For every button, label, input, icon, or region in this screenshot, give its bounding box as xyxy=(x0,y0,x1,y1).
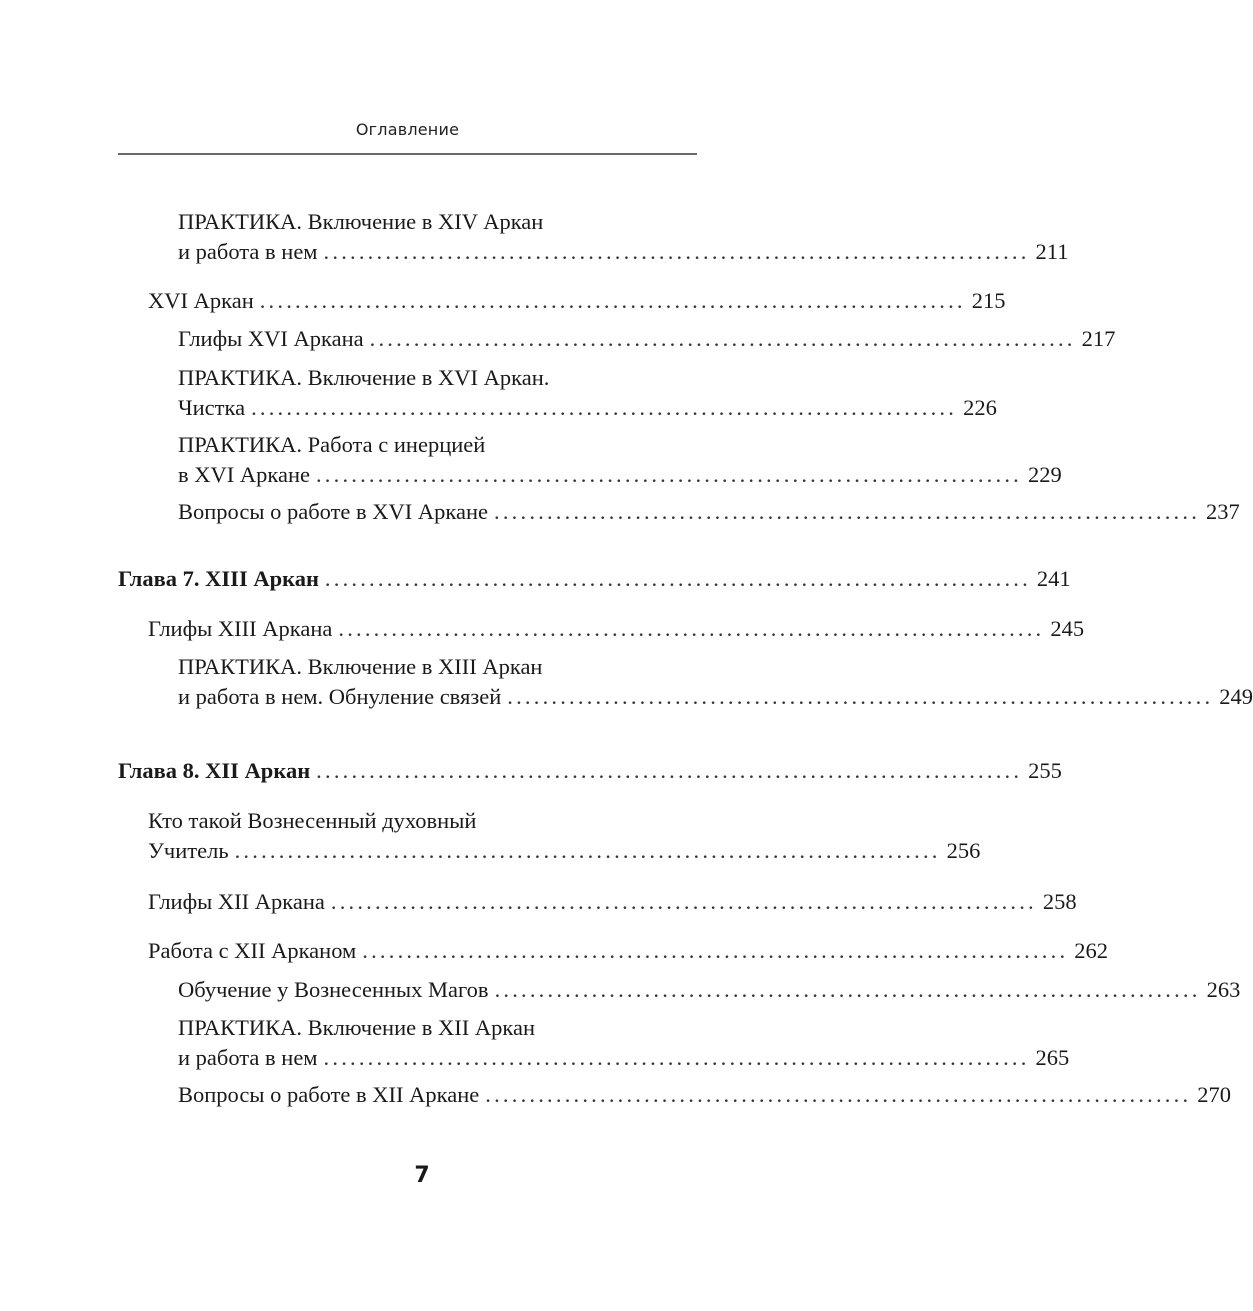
dot-leader: ................................................................................ xyxy=(507,684,1214,709)
dot-leader: ................................................................................ xyxy=(330,889,1037,914)
toc-entry xyxy=(178,975,1241,1005)
toc-chapter-title: Глава 7. XIII Аркан xyxy=(118,566,319,591)
toc-page-number: 226 xyxy=(963,395,997,420)
toc-page-number: 215 xyxy=(971,288,1006,313)
toc-page-number: 249 xyxy=(1219,684,1253,709)
dot-leader: ................................................................................ xyxy=(369,326,1076,351)
toc-entry xyxy=(178,497,1240,527)
dot-leader: ................................................................................ xyxy=(259,288,966,313)
toc-page-number: 256 xyxy=(946,838,981,863)
toc-entry-title-line: Вопросы о работе в XII Аркане xyxy=(178,1082,480,1107)
toc-page-number: 211 xyxy=(1035,239,1069,264)
toc-entry-title-line: Вопросы о работе в XVI Аркане xyxy=(178,499,489,524)
toc-entry-title-line: Учитель xyxy=(148,838,229,863)
toc-entry xyxy=(178,652,1253,712)
dot-leader: ................................................................................ xyxy=(338,616,1045,641)
toc-chapter-entry xyxy=(118,756,1062,786)
toc-page-number: 241 xyxy=(1036,566,1071,591)
toc-page-number: 265 xyxy=(1035,1045,1070,1070)
toc-entry-title-line: и работа в нем xyxy=(178,239,318,264)
toc-entry xyxy=(148,806,981,866)
toc-page-number: 217 xyxy=(1081,326,1116,351)
toc-entry-title-line: ПРАКТИКА. Включение в XIII Аркан xyxy=(178,654,543,679)
toc-page-number: 229 xyxy=(1027,462,1062,487)
toc-entry xyxy=(148,286,1006,316)
toc-entry xyxy=(178,363,997,423)
toc-entry xyxy=(178,207,1069,267)
toc-entry-title-line: Работа с XII Арканом xyxy=(148,938,357,963)
toc-entry-title-line: Кто такой Вознесенный духовный xyxy=(148,808,477,833)
dot-leader: ................................................................................ xyxy=(485,1082,1192,1107)
dot-leader: ................................................................................ xyxy=(362,938,1069,963)
toc-entry-title-line: Обучение у Вознесенных Магов xyxy=(178,977,489,1002)
dot-leader: ................................................................................ xyxy=(323,1045,1030,1070)
toc-entry xyxy=(178,430,1062,490)
toc-page-number: 258 xyxy=(1042,889,1077,914)
toc-page-number: 237 xyxy=(1206,499,1240,524)
toc-chapter-title: Глава 8. XII Аркан xyxy=(118,758,311,783)
toc-page-number: 245 xyxy=(1050,616,1085,641)
toc-entry-title-line: и работа в нем xyxy=(178,1045,318,1070)
toc-entry xyxy=(148,614,1085,644)
toc-entry-title-line: Глифы XVI Аркана xyxy=(178,326,364,351)
toc-entry-title-line: ПРАКТИКА. Работа с инерцией xyxy=(178,432,486,457)
dot-leader: ................................................................................ xyxy=(234,838,941,863)
toc-entry xyxy=(178,1013,1070,1073)
toc-entry-title-line: Глифы XIII Аркана xyxy=(148,616,333,641)
toc-chapter-entry xyxy=(118,564,1071,594)
toc-entry-title-line: ПРАКТИКА. Включение в XIV Аркан xyxy=(178,209,544,234)
toc-page-number: 270 xyxy=(1197,1082,1232,1107)
dot-leader: ................................................................................ xyxy=(323,239,1030,264)
toc-page-number: 263 xyxy=(1206,977,1241,1002)
toc-entry-title-line: ПРАКТИКА. Включение в XVI Аркан. xyxy=(178,365,550,390)
toc-entry-title-line: XVI Аркан xyxy=(148,288,254,313)
dot-leader: ................................................................................ xyxy=(316,758,1023,783)
toc-entry xyxy=(178,1080,1232,1110)
header-rule xyxy=(118,153,697,155)
page-number: 7 xyxy=(414,1163,430,1188)
toc-entry-title-line: в XVI Аркане xyxy=(178,462,310,487)
toc-page-number: 255 xyxy=(1028,758,1062,783)
toc-entry-title-line: ПРАКТИКА. Включение в XII Аркан xyxy=(178,1015,535,1040)
toc-entry xyxy=(178,324,1116,354)
toc-entry xyxy=(148,936,1109,966)
dot-leader: ................................................................................ xyxy=(251,395,958,420)
dot-leader: ................................................................................ xyxy=(494,977,1201,1002)
dot-leader: ................................................................................ xyxy=(315,462,1022,487)
dot-leader: ................................................................................ xyxy=(494,499,1201,524)
running-header: Оглавление xyxy=(355,120,460,139)
toc-entry xyxy=(148,887,1077,917)
toc-entry-title-line: и работа в нем. Обнуление связей xyxy=(178,684,502,709)
toc-entry-title-line: Глифы XII Аркана xyxy=(148,889,325,914)
dot-leader: ................................................................................ xyxy=(324,566,1031,591)
toc-page-number: 262 xyxy=(1074,938,1109,963)
toc-entry-title-line: Чистка xyxy=(178,395,246,420)
